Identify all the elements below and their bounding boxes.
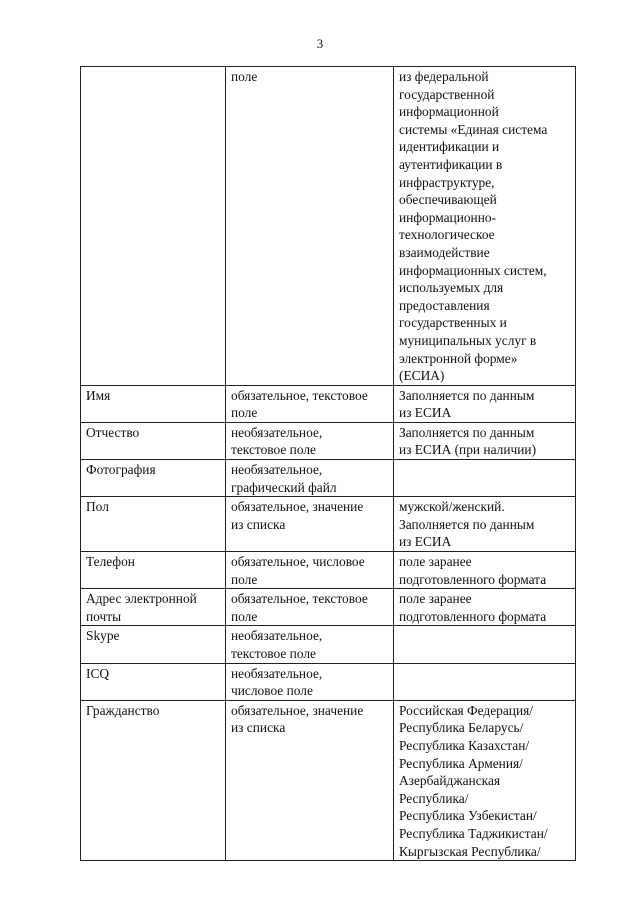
field-type-cell: обязательное, текстовое поле xyxy=(226,589,394,626)
field-name-cell: Skype xyxy=(81,626,226,663)
page-number: 3 xyxy=(316,36,324,51)
field-note-cell: Заполняется по данным из ЕСИА (при наличии) xyxy=(394,422,576,459)
field-note-cell xyxy=(394,626,576,663)
field-name-cell: Пол xyxy=(81,497,226,552)
field-type-cell: обязательное, текстовое поле xyxy=(226,385,394,422)
field-name-cell: Отчество xyxy=(81,422,226,459)
field-note-cell xyxy=(394,460,576,497)
field-name-cell xyxy=(81,67,226,386)
field-note-cell: поле заранее подготовленного формата xyxy=(394,552,576,589)
table-row xyxy=(81,67,576,386)
field-type-cell: обязательное, значение из списка xyxy=(226,700,394,860)
field-type-cell: необязательное, графический файл xyxy=(226,460,394,497)
table-row xyxy=(81,422,576,459)
field-note-cell: Заполняется по данным из ЕСИА xyxy=(394,385,576,422)
table-row xyxy=(81,497,576,552)
table-row xyxy=(81,385,576,422)
table-row xyxy=(81,589,576,626)
field-type-cell: поле xyxy=(226,67,394,386)
field-type-cell: необязательное, числовое поле xyxy=(226,663,394,700)
field-type-cell: необязательное, текстовое поле xyxy=(226,422,394,459)
table-row xyxy=(81,460,576,497)
table-row xyxy=(81,626,576,663)
field-note-cell: поле заранее подготовленного формата xyxy=(394,589,576,626)
field-note-cell: Российская Федерация/ Республика Беларусь/ Республика Казахстан/ Республика Армения/ Азербайджанская Республика/ Республика Узбекистан/ Республика Таджикистан/ Кыргызская Республика/ xyxy=(394,700,576,860)
field-name-cell: ICQ xyxy=(81,663,226,700)
field-note-cell: из федеральной государственной информационной системы «Единая система идентификации и аутентификации в инфраструктуре, обеспечивающей информационно- технологическое взаимодействие информационных систем, используемых для предоставления государственных и муниципальных услуг в электронной форме» (ЕСИА) xyxy=(394,67,576,386)
field-note-cell xyxy=(394,663,576,700)
field-name-cell: Имя xyxy=(81,385,226,422)
table-row xyxy=(81,700,576,860)
field-name-cell: Адрес электронной почты xyxy=(81,589,226,626)
field-name-cell: Гражданство xyxy=(81,700,226,860)
table-row xyxy=(81,663,576,700)
field-type-cell: обязательное, значение из списка xyxy=(226,497,394,552)
table-row xyxy=(81,552,576,589)
field-type-cell: необязательное, текстовое поле xyxy=(226,626,394,663)
fields-table xyxy=(80,66,576,861)
field-name-cell: Телефон xyxy=(81,552,226,589)
field-name-cell: Фотография xyxy=(81,460,226,497)
field-note-cell: мужской/женский. Заполняется по данным из ЕСИА xyxy=(394,497,576,552)
field-type-cell: обязательное, числовое поле xyxy=(226,552,394,589)
